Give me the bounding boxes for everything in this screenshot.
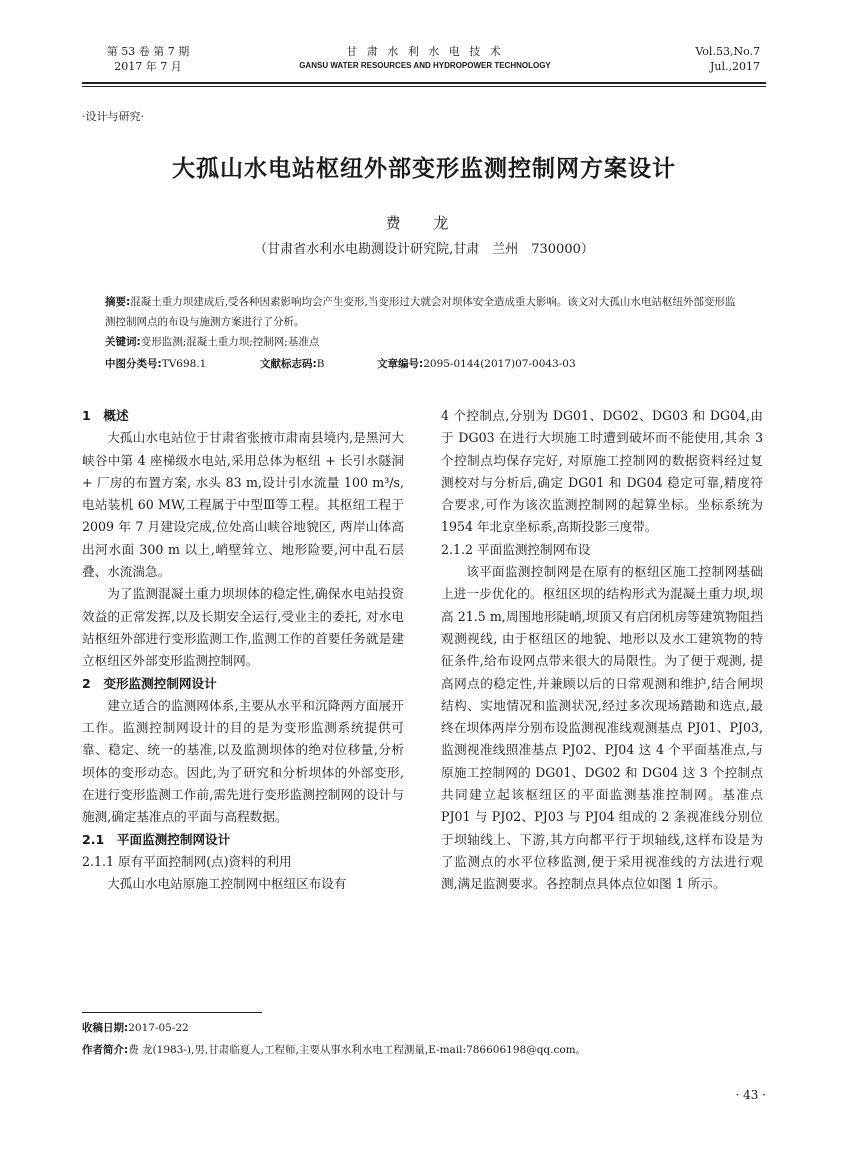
abstract-text: 混凝土重力坝建成后,受各种因素影响均会产生变形,当变形过大就会对坝体安全造成重大影响。该文对大孤山水电站枢纽外部变形监测控制网点的布设与施测方案进行了分析。	[105, 296, 736, 328]
abstract-block	[105, 292, 745, 352]
received-value: 2017-05-22	[128, 1022, 189, 1034]
section-2-1-2-paragraph-1: 该平面监测控制网是在原有的枢纽区施工控制网基础上进一步优化的。枢纽区坝的结构形式为混凝土重力坝,坝高 21.5 m,周围地形陡峭,坝顶又有启闭机房等建筑物阻挡观测视线, 由于枢纽区的地貌、地形以及水工建筑物的特征条件,给布设网点带来很大的局限性。为了便于观测, 提高网点的稳定性,并兼顾以后的日常观测和维护,结合闸坝结构、实地情况和监测状况,经过多次现场踏勘和选点,最终在坝体两岸分别布设监测视准线观测基点 PJ01、PJ03, 监测视准线照准基点 PJ02、PJ04 这 4 个平面基准点,与原施工控制网的 DG01、DG02 和 DG04 这 3 个控制点共同建立起该枢纽区的平面监测基准控制网。基准点 PJ01 与 PJ02、PJ03 与 PJ04 组成的 2 条视准线分别位于坝轴线上、下游,其方向都平行于坝轴线,这样布设是为了监测点的水平位移监测,便于采用视准线的方法进行观测,满足监测要求。各控制点具体点位如图 1 所示。	[441, 564, 763, 892]
section-2-paragraph-1: 建立适合的监测网体系,主要从水平和沉降两方面展开工作。监测控制网设计的目的是为变形监测系统提供可靠、稳定、统一的基准,以及监测坝体的绝对位移量,分析坝体的变形动态。因此,为了研究和分析坝体的外部变形, 在进行变形监测工作前,需先进行变形监测控制网的设计与施测,确定基准点的平面与高程数据。	[82, 697, 404, 825]
received-label: 收稿日期:	[82, 1022, 129, 1034]
header-journal-en: GANSU WATER RESOURCES AND HYDROPOWER TECHNOLOGY	[299, 61, 551, 70]
article-number-value: 2095-0144(2017)07-0043-03	[423, 358, 576, 370]
body-column-left	[82, 405, 404, 896]
clc-code	[105, 356, 206, 371]
article-title: 大孤山水电站枢纽外部变形监测控制网方案设计	[172, 155, 676, 182]
clc-label: 中图分类号:	[105, 358, 162, 370]
author-bio-value: 费 龙(1983-),男,甘肃临夏人,工程师,主要从事水利水电工程测量,E-mail:786606198@qq.com。	[128, 1044, 587, 1056]
keywords-text: 变形监测;混凝土重力坝;控制网;基准点	[140, 336, 320, 348]
footnote-author	[82, 1042, 766, 1058]
section-2-heading: 2 变形监测控制网设计	[82, 675, 217, 691]
doc-code	[260, 356, 324, 371]
header-journal-block	[250, 44, 600, 72]
doc-label: 文献标志码:	[260, 358, 317, 370]
column-tag: ·设计与研究·	[82, 110, 144, 123]
footnote-received	[82, 1020, 766, 1036]
header-volume-en: Vol.53,No.7	[695, 45, 760, 58]
article-number	[377, 356, 576, 371]
keywords	[105, 332, 745, 352]
article-number-label: 文章编号:	[377, 358, 424, 370]
body-column-right	[441, 405, 763, 896]
keywords-label: 关键词:	[105, 336, 141, 348]
section-2-1-1-paragraph-cont: 4 个控制点,分别为 DG01、DG02、DG03 和 DG04,由于 DG03 在进行大坝施工时遭到破坏而不能使用,其余 3 个控制点均保存完好, 对原施工控制网的数据资料经过复测校对与分析后,确定 DG01 和 DG04 稳定可靠,精度符合要求,可作为该次监测控制网的起算坐标。坐标系统为 1954 年北京坐标系,高斯投影三度带。	[441, 408, 763, 535]
abstract	[105, 292, 745, 332]
page-number: · 43 ·	[735, 1088, 766, 1102]
doc-value: B	[316, 358, 325, 370]
header-volume-block	[98, 44, 198, 74]
header-volume-en-block	[660, 44, 760, 74]
section-2-1-heading: 2.1 平面监测控制网设计	[82, 831, 231, 847]
footnote-rule	[82, 1012, 262, 1013]
header-rule-thin	[82, 86, 766, 87]
header-volume-cn: 第 53 卷 第 7 期	[106, 45, 190, 58]
abstract-label: 摘要:	[105, 296, 131, 308]
author-name: 费 龙	[385, 214, 463, 232]
section-2-1-1-paragraph-start: 大孤山水电站原施工控制网中枢纽区布设有	[107, 876, 347, 892]
section-2-1-1-heading: 2.1.1 原有平面控制网(点)资料的利用	[82, 853, 292, 869]
clc-value: TV698.1	[161, 358, 207, 370]
header-journal-cn: 甘 肃 水 利 水 电 技 术	[346, 45, 504, 58]
header-date-en: Jul.,2017	[710, 60, 760, 73]
author-affiliation: （甘肃省水利水电勘测设计研究院,甘肃 兰州 730000）	[254, 242, 594, 257]
section-1-paragraph-1: 大孤山水电站位于甘肃省张掖市肃南县境内,是黑河大峡谷中第 4 座梯级水电站,采用总体为枢纽 + 长引水隧洞 + 厂房的布置方案, 水头 83 m,设计引水流量 100 m³/s,电站装机 60 MW,工程属于中型Ⅲ等工程。其枢纽工程于 2009 年 7 月建设完成,位处高山峡谷地貌区, 两岸山体高出河水面 300 m 以上,峭壁耸立、地形险要,河中乱石层叠、水流湍急。	[82, 430, 404, 580]
author-bio-label: 作者简介:	[82, 1044, 129, 1056]
section-1-heading: 1 概述	[82, 408, 129, 423]
header-rule-thick	[82, 82, 766, 84]
header-date-cn: 2017 年 7 月	[114, 60, 182, 73]
section-2-1-2-heading: 2.1.2 平面监测控制网布设	[441, 541, 591, 557]
section-1-paragraph-2: 为了监测混凝土重力坝坝体的稳定性,确保水电站投资效益的正常发挥,以及长期安全运行,受业主的委托, 对水电站枢纽外部进行变形监测工作,监测工作的首要任务就是建立枢纽区外部变形监测控制网。	[82, 586, 404, 669]
